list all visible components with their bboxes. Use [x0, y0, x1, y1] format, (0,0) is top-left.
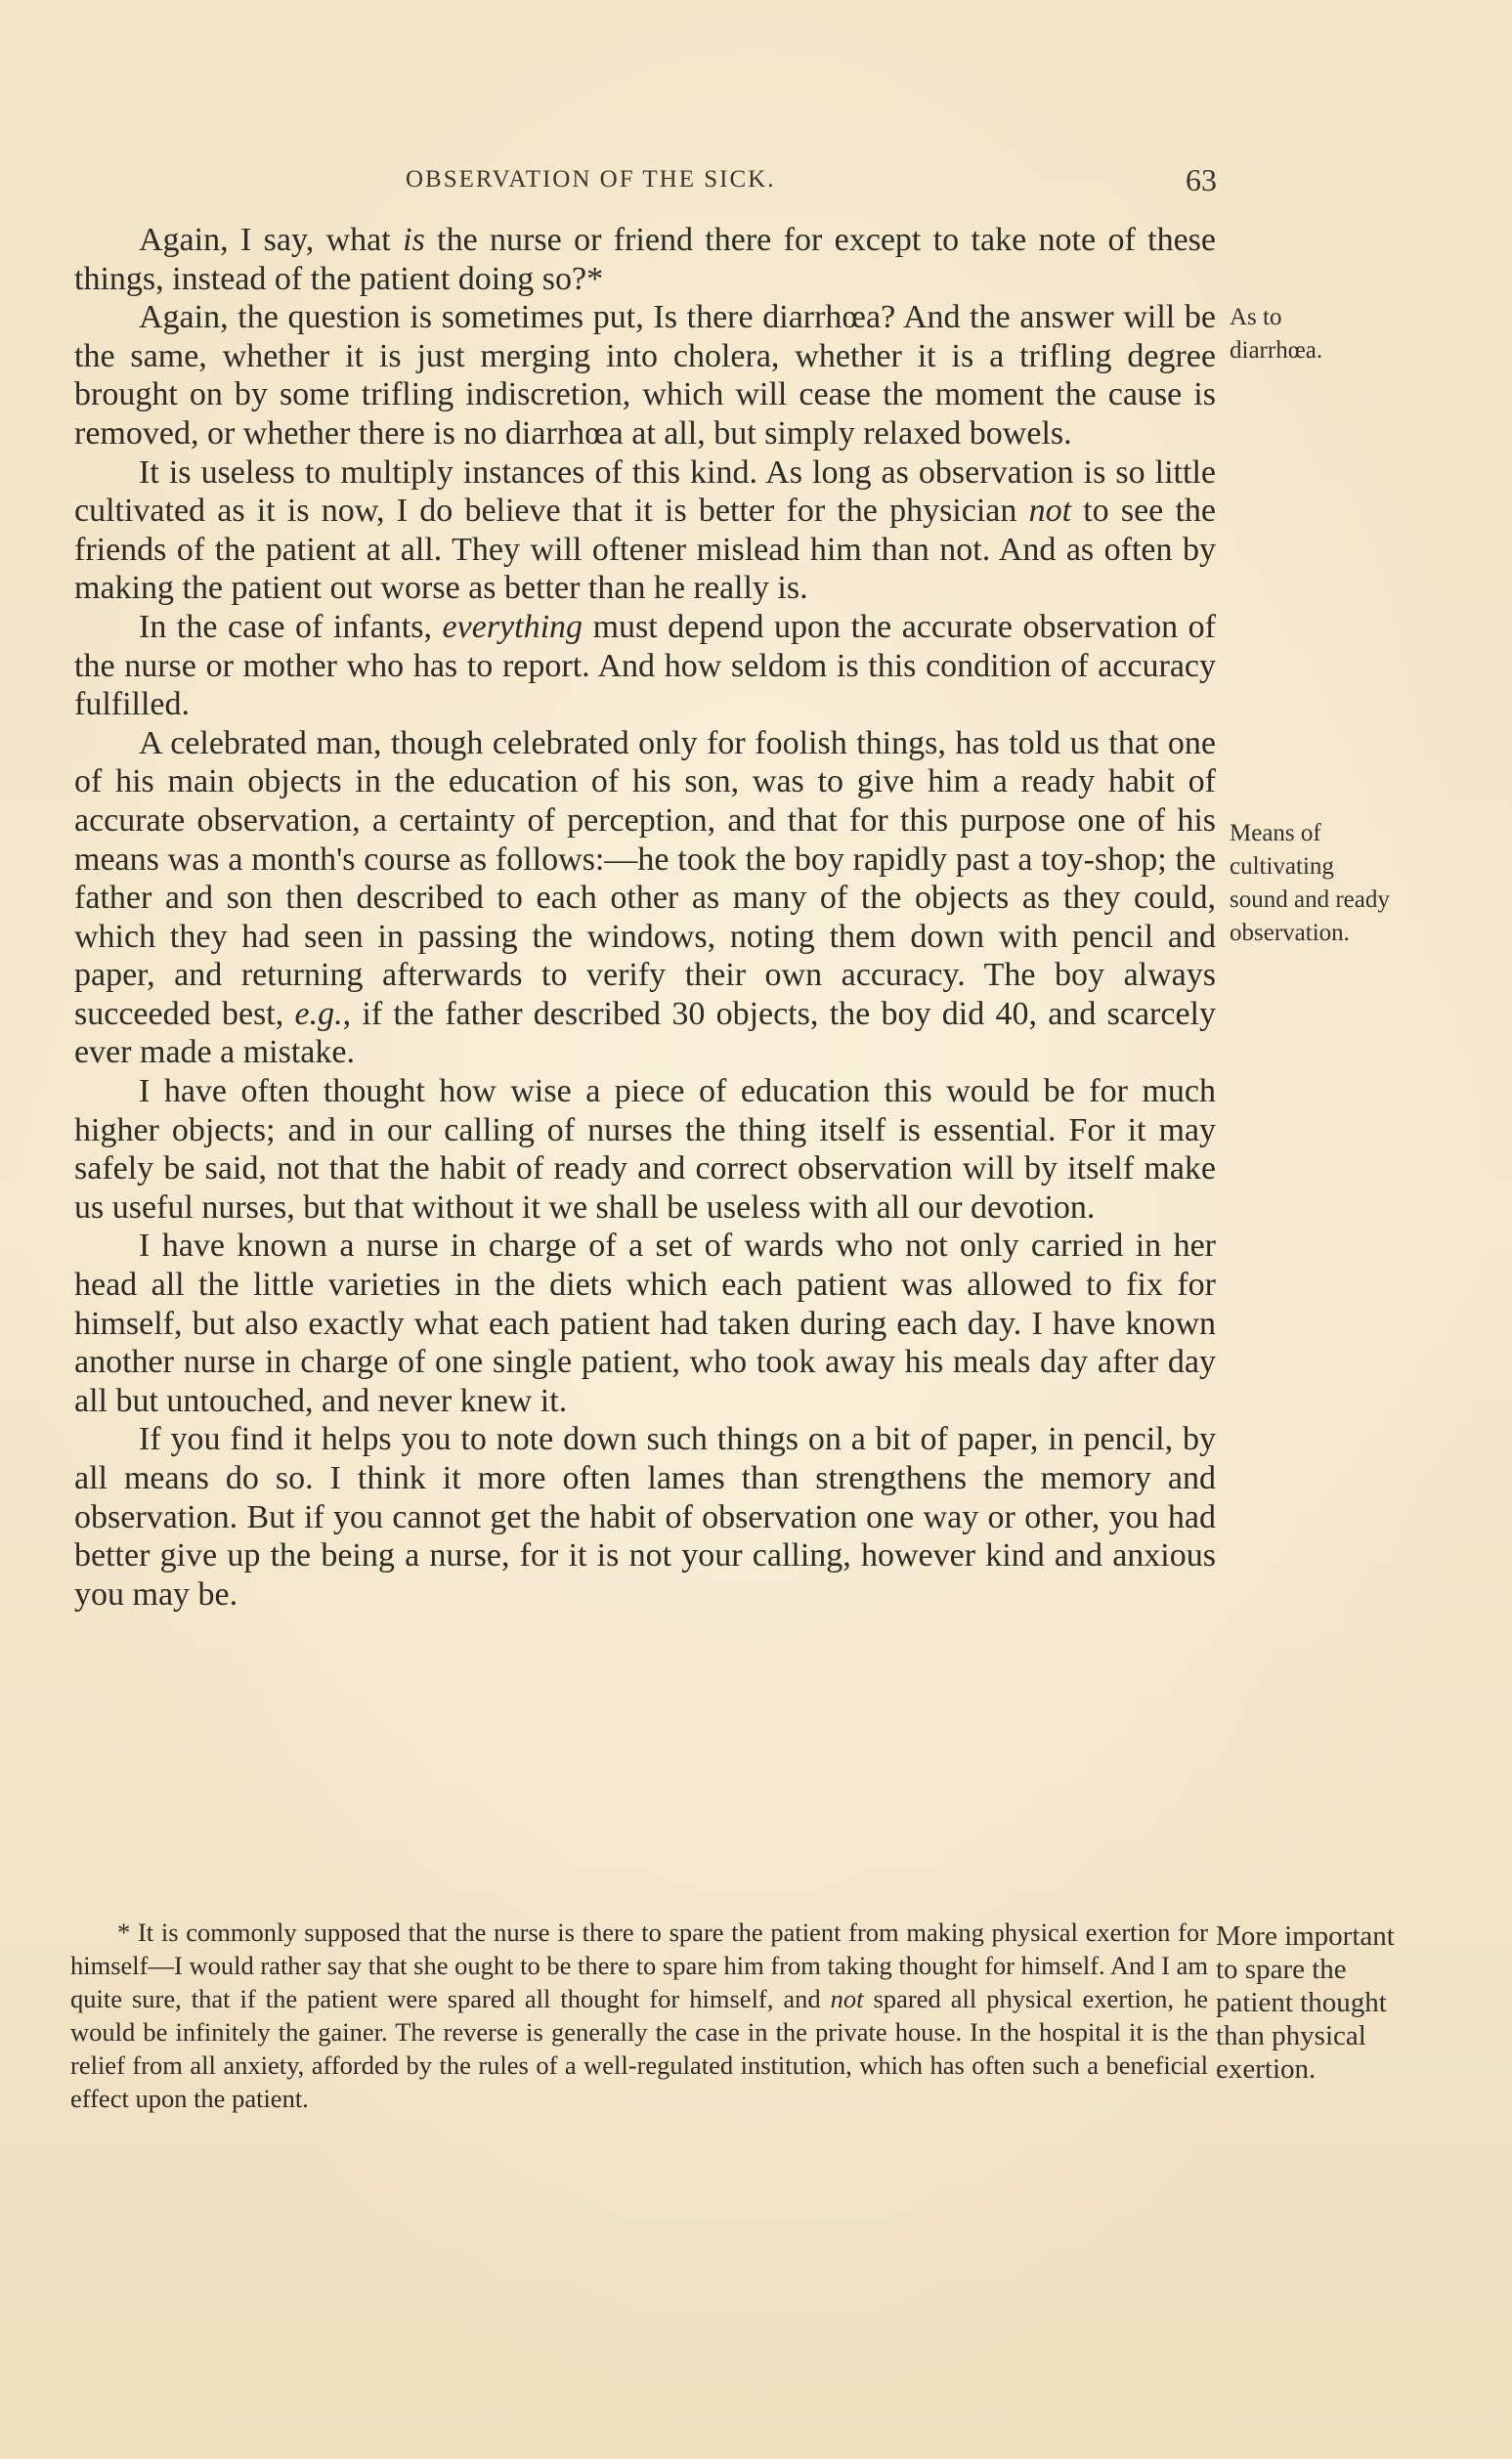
paragraph-4: In the case of infants, everything must depend upon the accurate observation of the nurse or mother who has to report. And how seldom is this condition of accuracy fulfilled. — [74, 608, 1216, 723]
paragraph-2: Again, the question is sometimes put, Is there diarrhœa? And the answer will be the same, whether it is just merging into cholera, whether it is a trifling degree brought on by some trifling indiscretion, which will cease the moment the cause is removed, or whether there is no diarrhœa at all, but simply relaxed bowels. — [74, 299, 1216, 452]
footnote-text: * It is commonly supposed that the nurse is there to spare the patient from making physical exertion for himself—I would rather say that she ought to be there to spare him from taking thought for himself. And I am quite sure, that if the patient were spared all thought for himself, and not spared all physical exertion, he would be infinitely the gainer. The reverse is generally the case in the private house. In the hospital it is the relief from all anxiety, afforded by the rules of a well-regulated institution, which has often such a beneficial effect upon the patient. — [70, 1918, 1209, 2113]
running-head — [406, 162, 1217, 201]
sidenote-diarrhoea: As to diarrhœa. — [1230, 304, 1323, 364]
paragraph-7: I have known a nurse in charge of a set of wards who not only carried in her head all the little varieties in the diets which each patient was allowed to fix for himself, but also exactly what each patient had taken during each day. I have known another nurse in charge of one single patient, who took away his meals day after day all but untouched, and never knew it. — [74, 1228, 1216, 1419]
sidenote-footnote: More important to spare the patient thought than physical exertion. — [1216, 1920, 1395, 2085]
paragraph-8: If you find it helps you to note down such things on a bit of paper, in pencil, by all means do so. I think it more often lames than strengthens the memory and observation. But if you cannot get the habit of observation one way or other, you had better give up the being a nurse, for it is not your calling, however kind and anxious you may be. — [74, 1421, 1216, 1613]
main-text — [74, 221, 1216, 1614]
paragraph-1: Again, I say, what is the nurse or friend there for except to take note of these things, instead of the patient doing so?* — [74, 222, 1216, 297]
sidenote-observation: Means of cultivating sound and ready observation. — [1230, 820, 1390, 946]
running-title: OBSERVATION OF THE SICK. — [406, 166, 776, 193]
page-number: 63 — [1186, 162, 1217, 197]
paragraph-5: A celebrated man, though celebrated only for foolish things, has told us that one of his main objects in the education of his son, was to give him a ready habit of accurate observation, a certainty of perception, and that for this purpose one of his means was a month's course as follows:—he took the boy rapidly past a toy-shop; the father and son then described to each other as many of the objects as they could, which they had seen in passing the windows, noting them down with pencil and paper, and returning afterwards to verify their own accuracy. The boy always succeeded best, e.g., if the father described 30 objects, the boy did 40, and scarcely ever made a mistake. — [74, 724, 1216, 1071]
footnote — [70, 1916, 1208, 2115]
paragraph-3: It is useless to multiply instances of this kind. As long as observation is so little cultivated as it is now, I do believe that it is better for the physician not to see the friends of the patient at all. They will oftener mislead him than not. And as often by making the patient out worse as better than he really is. — [74, 453, 1216, 607]
paragraph-6: I have often thought how wise a piece of education this would be for much higher objects; and in our calling of nurses the thing itself is essential. For it may safely be said, not that the habit of ready and correct observation will by itself make us useful nurses, but that without it we shall be useless with all our devotion. — [74, 1073, 1216, 1226]
